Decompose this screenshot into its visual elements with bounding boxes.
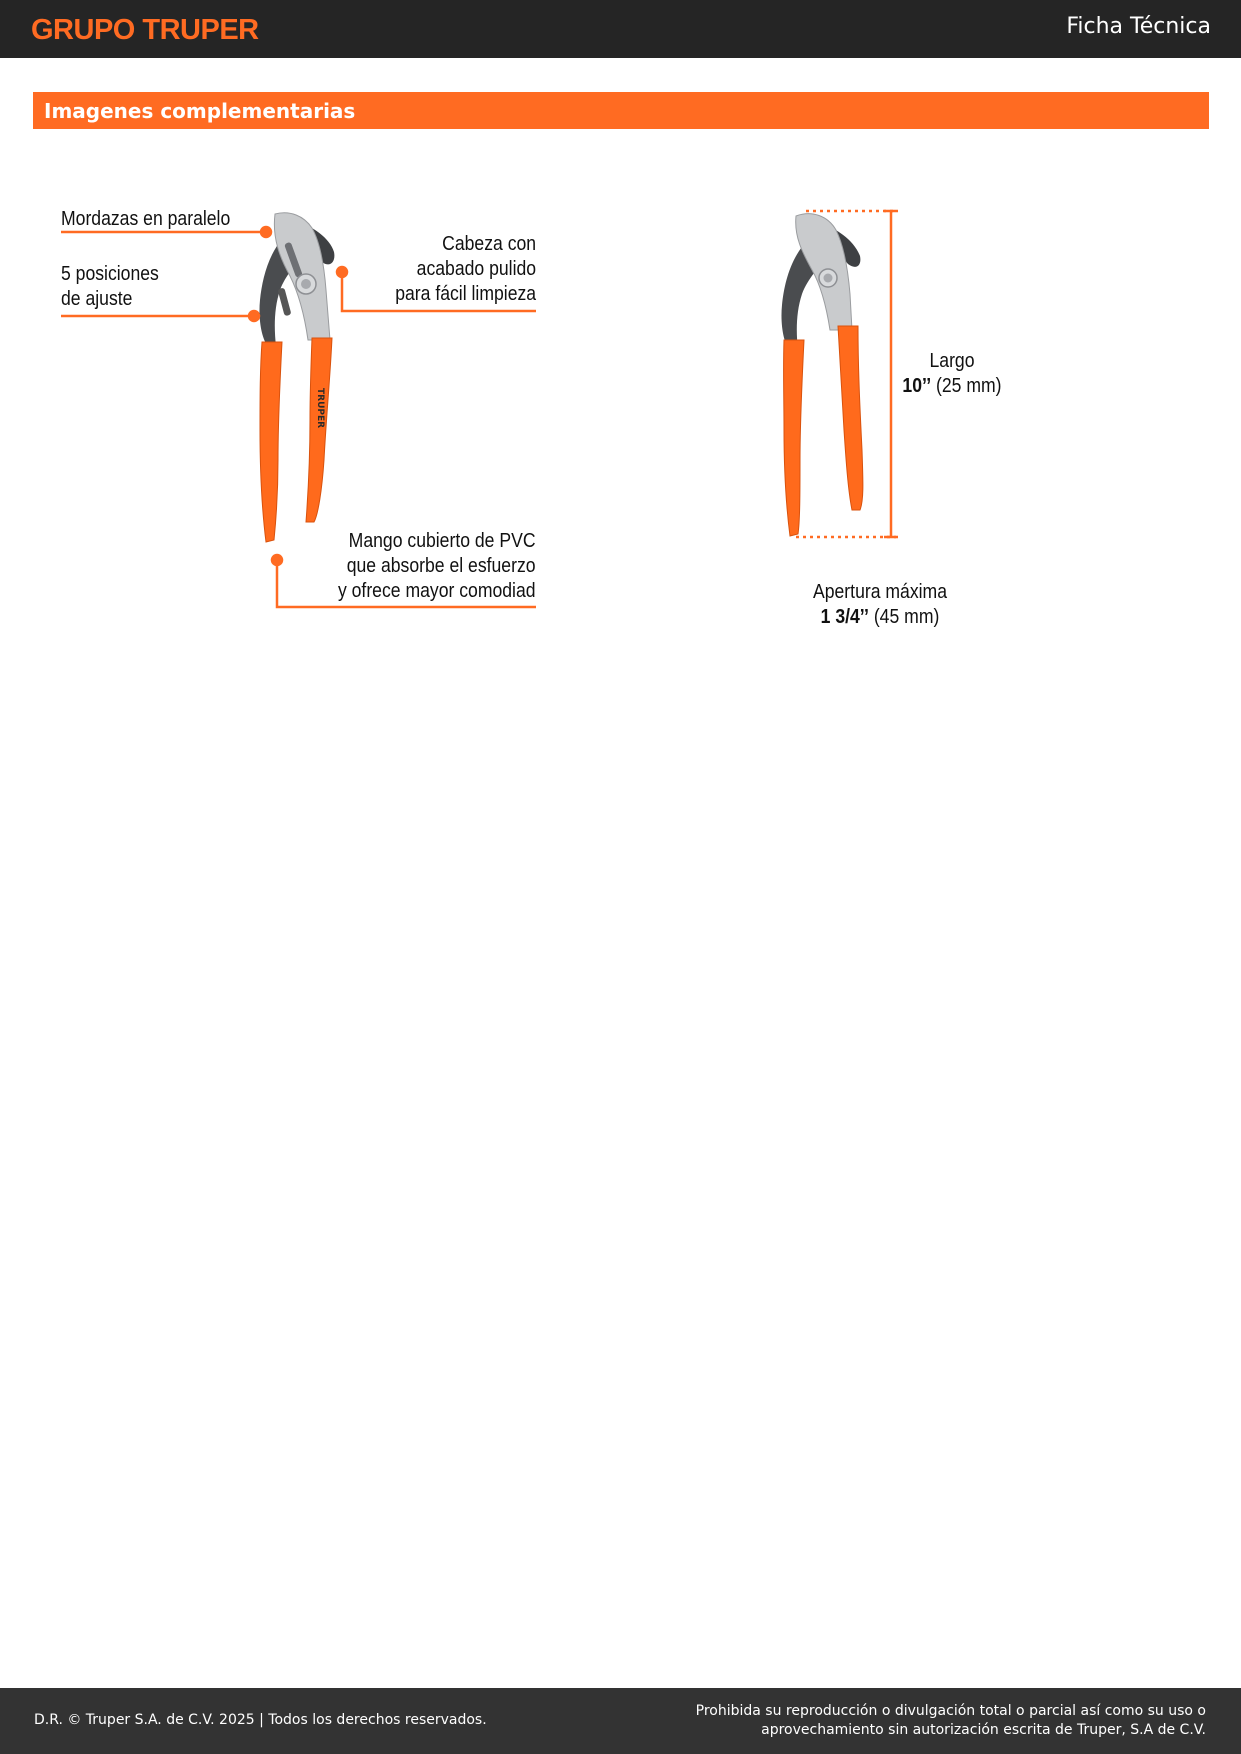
dimension-length <box>890 349 1013 399</box>
section-title: Imagenes complementarias <box>44 99 356 123</box>
opening-metric: (45 mm) <box>873 606 940 628</box>
feature-label-handle: Mango cubierto de PVC que absorbe el esfuerzo y ofrece mayor comodiad <box>338 530 536 602</box>
dimension-opening <box>792 580 968 630</box>
plier-image-dimensions <box>781 214 862 536</box>
length-metric: (25 mm) <box>936 375 1002 397</box>
product-illustrations <box>0 0 1241 700</box>
feature-label-head: Cabeza con acabado pulido para fácil limpieza <box>395 233 536 305</box>
opening-label: Apertura máxima <box>812 581 948 603</box>
feature-label-positions: 5 posiciones de ajuste <box>61 263 159 310</box>
length-label: Largo <box>929 350 975 372</box>
document-type-title: Ficha Técnica <box>1066 14 1211 39</box>
footer-legal-notice: Prohibida su reproducción o divulgación total o parcial así como su uso o aprovechamiento sin autorización escrita de Truper, S.A de C.V. <box>695 1703 1206 1738</box>
footer-bar <box>0 1688 1241 1754</box>
length-value: 10’’ <box>902 375 932 397</box>
feature-label-jaws: Mordazas en paralelo <box>61 208 231 230</box>
handle-brand-mark: TRUPER <box>315 388 325 429</box>
footer-copyright: D.R. © Truper S.A. de C.V. 2025 | Todos los derechos reservados. <box>34 1712 487 1728</box>
brand-logo: GRUPO TRUPER <box>31 14 259 46</box>
plier-image-features <box>259 213 334 542</box>
opening-value: 1 3/4’’ <box>820 606 869 628</box>
